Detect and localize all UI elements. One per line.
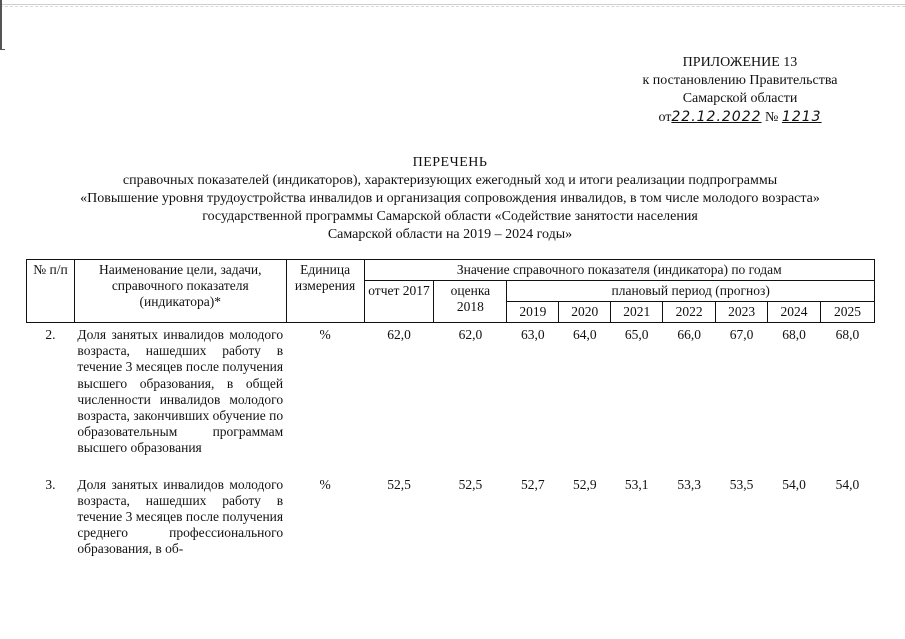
header-year: 2023 (716, 302, 768, 323)
appendix-date-line (580, 108, 900, 127)
appendix-title: ПРИЛОЖЕНИЕ 13 (682, 55, 798, 70)
title-line-2: «Повышение уровня трудоустройства инвалидов и организация сопровождения инвалидов, в том числе молодого возраста» (80, 191, 820, 206)
row-value-2017: 62,0 (387, 327, 411, 342)
header-unit: Единица измерения (286, 260, 364, 323)
header-year: 2022 (663, 302, 716, 323)
row-name: Доля занятых инвалидов молодого возраста, нашедших работу в течение 3 месяцев после получения среднего профессионального образования, в об- (77, 476, 284, 557)
scan-corner-mark (0, 0, 2, 50)
row-value-2022: 66,0 (677, 327, 701, 342)
row-value-2023: 67,0 (729, 327, 754, 342)
header-estimate: оценка 2018 (434, 281, 507, 323)
document-title (20, 154, 880, 244)
title-line-3: государственной программы Самарской области «Содействие занятости населения (202, 209, 698, 224)
row-unit: % (319, 327, 331, 342)
title-head: ПЕРЕЧЕНЬ (412, 155, 488, 170)
row-value-2017: 52,5 (387, 476, 411, 492)
row-value-2023: 53,5 (729, 476, 754, 492)
handwritten-date: 22.12.2022 (671, 109, 762, 125)
row-num: 3. (45, 476, 56, 492)
header-name: Наименование цели, задачи, справочного показателя (индикатора)* (74, 260, 286, 323)
header-report: отчет 2017 (364, 281, 434, 323)
row-value-2018: 52,5 (458, 476, 483, 492)
header-year: 2024 (768, 302, 821, 323)
appendix-region: Самарской области (682, 91, 798, 106)
table-row (27, 473, 875, 558)
row-value-2024: 68,0 (782, 327, 806, 342)
header-year: 2019 (507, 302, 559, 323)
handwritten-number: 1213 (781, 109, 822, 125)
row-value-2019: 63,0 (521, 327, 545, 342)
row-value-2018: 62,0 (458, 327, 483, 342)
row-value-2025: 54,0 (835, 476, 860, 492)
row-value-2020: 52,9 (572, 476, 597, 492)
scan-border-line (0, 4, 905, 5)
from-label: от (658, 110, 672, 125)
row-unit: % (319, 476, 331, 492)
header-year: 2020 (559, 302, 611, 323)
header-row-1 (27, 260, 875, 281)
appendix-resolution: к постановлению Правительства (642, 73, 838, 88)
header-year: 2025 (820, 302, 874, 323)
row-value-2021: 65,0 (624, 327, 649, 342)
row-value-2019: 52,7 (521, 476, 545, 492)
scan-border-dashes (0, 6, 905, 8)
row-value-2025: 68,0 (835, 327, 860, 342)
appendix-block (580, 54, 900, 127)
indicators-table (26, 259, 875, 558)
title-line-1: справочных показателей (индикаторов), характеризующих ежегодный ход и итоги реализации подпрограммы (122, 173, 778, 188)
row-value-2024: 54,0 (782, 476, 806, 492)
header-num: № п/п (27, 260, 75, 323)
table-row (27, 323, 875, 473)
row-num: 2. (45, 327, 56, 342)
row-value-2021: 53,1 (624, 476, 649, 492)
header-values: Значение справочного показателя (индикатора) по годам (364, 260, 874, 281)
number-label: № (765, 110, 779, 125)
header-year: 2021 (611, 302, 663, 323)
title-line-4: Самарской области на 2019 – 2024 годы» (327, 227, 573, 242)
row-name: Доля занятых инвалидов молодого возраста, нашедших работу в течение 3 месяцев после получения высшего образования, в общей численности инвалидов молодого возраста, закончивших обучение по образовательным программам высшего образования (77, 327, 284, 456)
row-value-2022: 53,3 (677, 476, 701, 492)
row-value-2020: 64,0 (572, 327, 597, 342)
scan-corner-tick (0, 49, 5, 50)
header-plan: плановый период (прогноз) (507, 281, 875, 302)
